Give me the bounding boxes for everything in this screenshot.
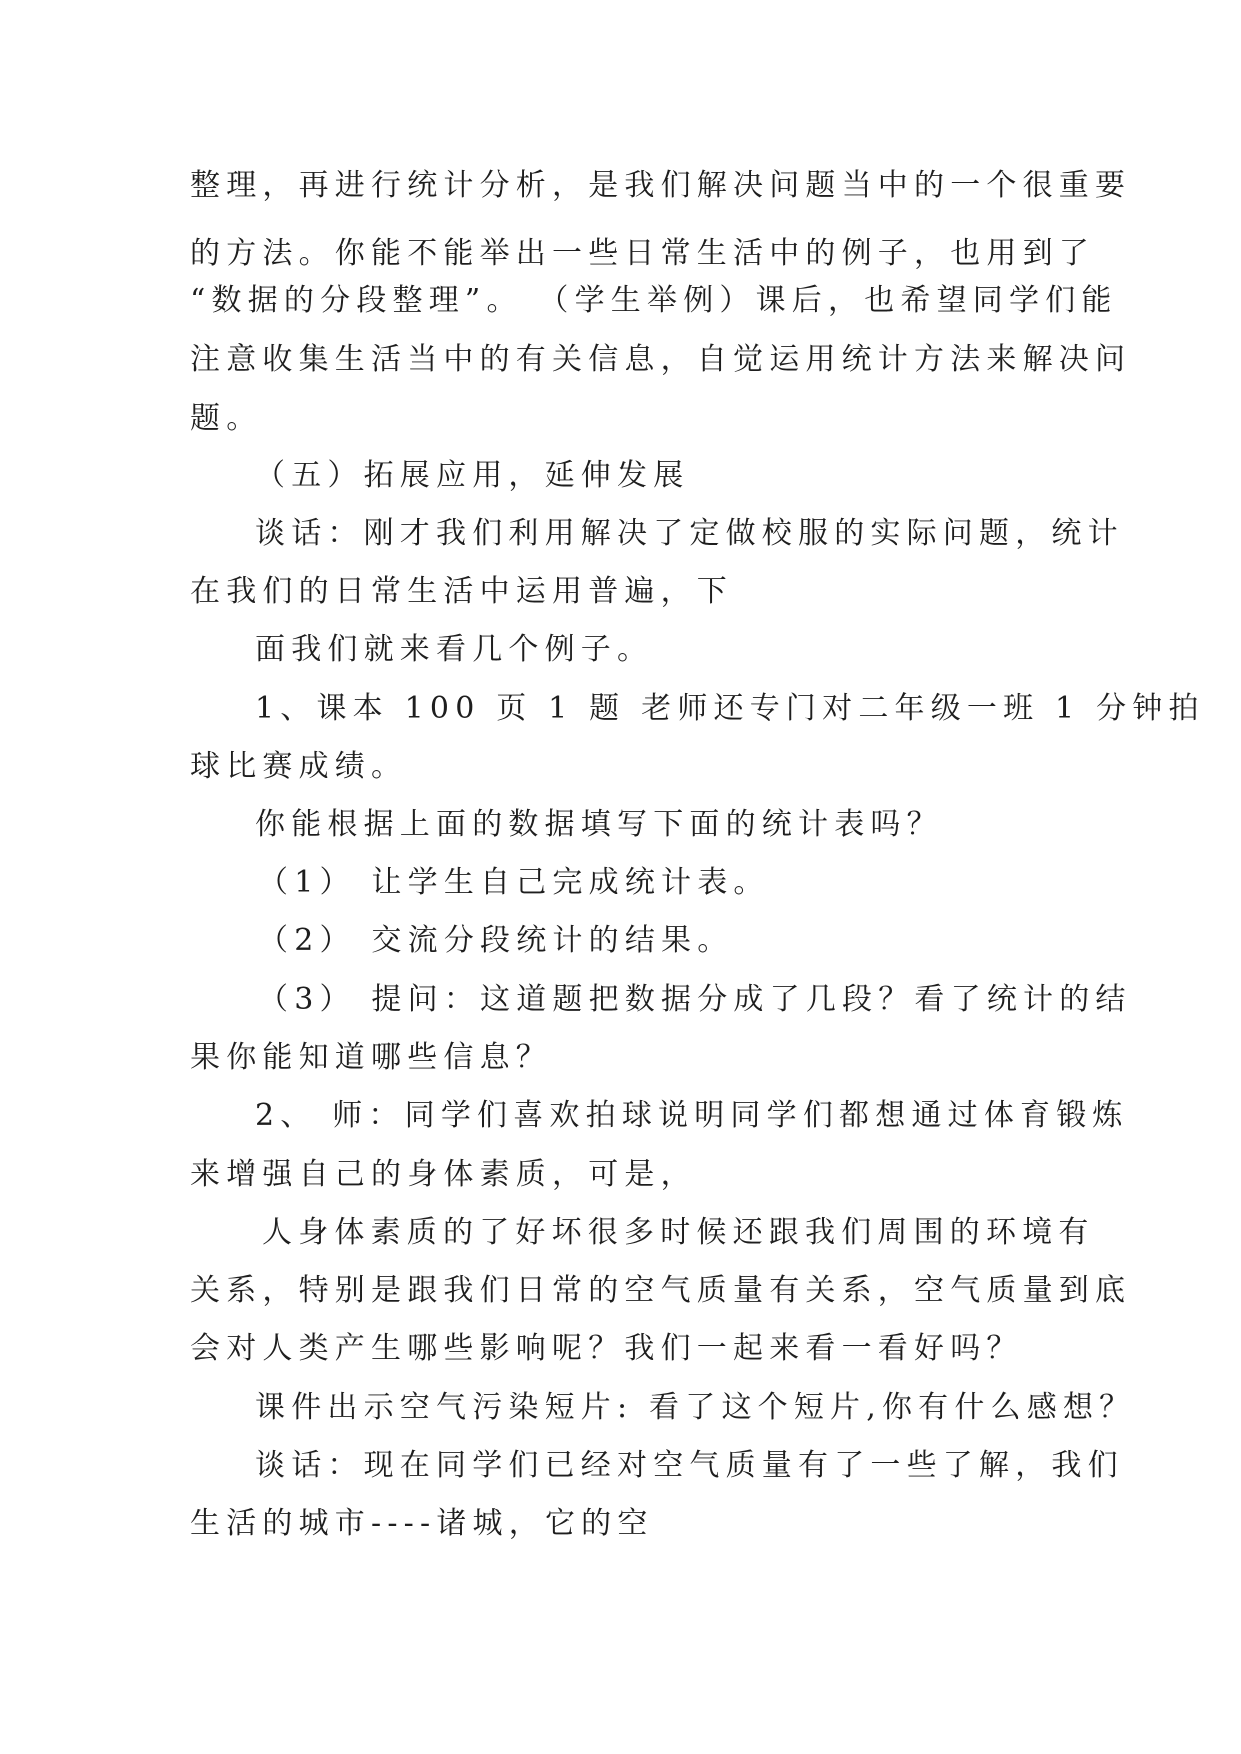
text-line: 题。 bbox=[190, 401, 263, 436]
section-heading: （五）拓展应用，延伸发展 bbox=[255, 458, 690, 493]
text-line: 在我们的日常生活中运用普遍，下 bbox=[190, 574, 733, 609]
text-line: 整理，再进行统计分析，是我们解决问题当中的一个很重要 bbox=[190, 168, 1132, 203]
text-line: 关系，特别是跟我们日常的空气质量有关系，空气质量到底 bbox=[190, 1273, 1132, 1308]
text-line: 的方法。你能不能举出一些日常生活中的例子，也用到了 bbox=[190, 236, 1095, 271]
text-line: 人身体素质的了好坏很多时候还跟我们周围的环境有 bbox=[262, 1215, 1095, 1250]
text-line: 注意收集生活当中的有关信息，自觉运用统计方法来解决问 bbox=[190, 342, 1132, 377]
text-line: 果你能知道哪些信息？ bbox=[190, 1040, 552, 1075]
text-line: 生活的城市----诸城，它的空 bbox=[190, 1506, 654, 1541]
text-line: 球比赛成绩。 bbox=[190, 749, 408, 784]
list-item: （1） 让学生自己完成统计表。 bbox=[258, 865, 770, 900]
text-line: 会对人类产生哪些影响呢？我们一起来看一看好吗？ bbox=[190, 1331, 1023, 1366]
text-line: 你能根据上面的数据填写下面的统计表吗？ bbox=[255, 807, 943, 842]
list-item: （3） 提问：这道题把数据分成了几段？看了统计的结 bbox=[258, 982, 1132, 1017]
text-line: 谈话：刚才我们利用解决了定做校服的实际问题，统计 bbox=[255, 516, 1124, 551]
text-line: 课件出示空气污染短片: 看了这个短片,你有什么感想？ bbox=[255, 1390, 1136, 1425]
text-line: 面我们就来看几个例子。 bbox=[255, 632, 654, 667]
text-line: 谈话：现在同学们已经对空气质量有了一些了解，我们 bbox=[255, 1448, 1124, 1483]
text-line: 来增强自己的身体素质，可是， bbox=[190, 1157, 697, 1192]
text-line: 2、 师：同学们喜欢拍球说明同学们都想通过体育锻炼 bbox=[255, 1098, 1129, 1133]
text-line: “数据的分段整理”。 （学生举例）课后，也希望同学们能 bbox=[190, 283, 1118, 318]
text-line: 1、课本 100 页 1 题 老师还专门对二年级一班 1 分钟拍 bbox=[255, 691, 1205, 726]
list-item: （2） 交流分段统计的结果。 bbox=[258, 923, 734, 958]
